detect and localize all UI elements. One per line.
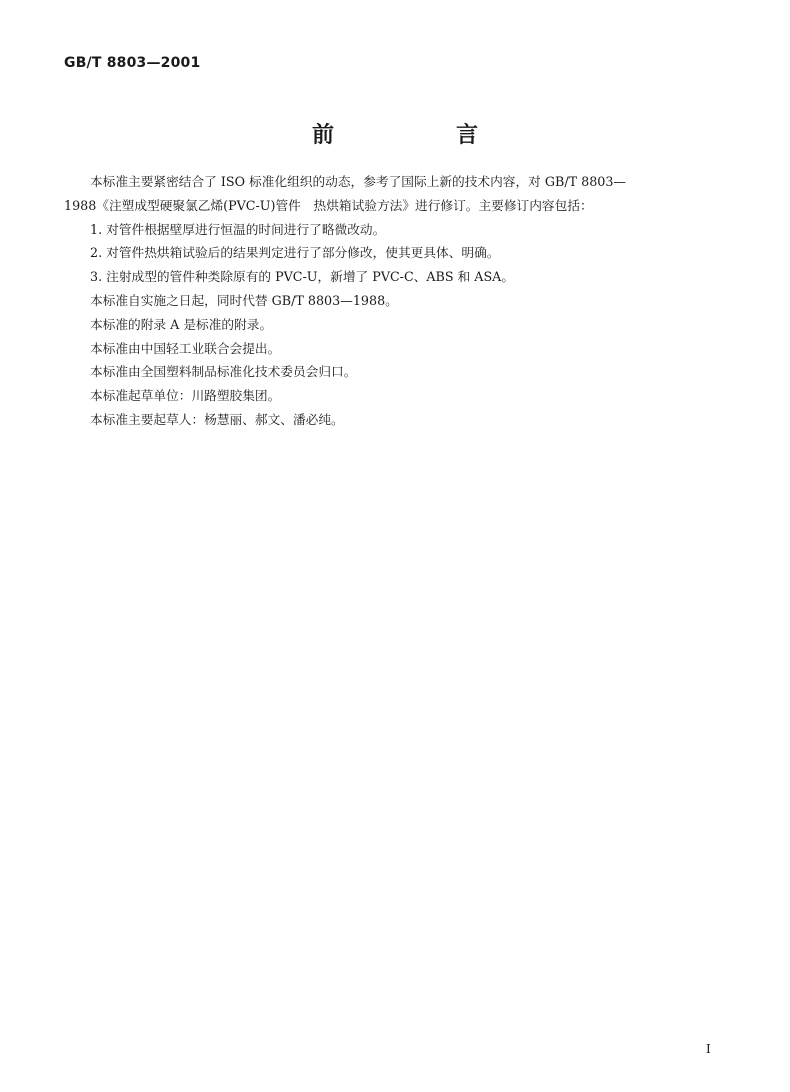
paragraph-committee: 本标准由全国塑料制品标准化技术委员会归口。	[90, 364, 357, 380]
paragraph-replacement: 本标准自实施之日起，同时代替 GB/T 8803—1988。	[90, 292, 398, 308]
paragraph-intro-continued: 1988《注塑成型硬聚氯乙烯(PVC-U)管件 热烘箱试验方法》进行修订。主要修订内容包括：	[64, 197, 593, 213]
revision-item-1: 1. 对管件根据壁厚进行恒温的时间进行了略微改动。	[90, 221, 386, 237]
paragraph-intro: 本标准主要紧密结合了 ISO 标准化组织的动态，参考了国际上新的技术内容，对 GB/T 8803—	[90, 174, 627, 189]
paragraph-proposer: 本标准由中国轻工业联合会提出。	[90, 340, 281, 356]
paragraph-drafters: 本标准主要起草人：杨慧丽、郝文、潘必纯。	[90, 411, 344, 427]
foreword-body	[64, 170, 729, 432]
page-title: 前 言	[311, 123, 528, 148]
standard-code: GB/T 8803—2001	[64, 55, 201, 71]
revision-item-3: 3. 注射成型的管件种类除原有的 PVC-U，新增了 PVC-C、ABS 和 ASA。	[90, 269, 515, 285]
paragraph-drafting-unit: 本标准起草单位：川路塑胶集团。	[90, 388, 281, 404]
paragraph-appendix: 本标准的附录 A 是标准的附录。	[90, 316, 273, 332]
revision-item-2: 2. 对管件热烘箱试验后的结果判定进行了部分修改，使其更具体、明确。	[90, 245, 500, 261]
page-number: I	[706, 1042, 711, 1056]
